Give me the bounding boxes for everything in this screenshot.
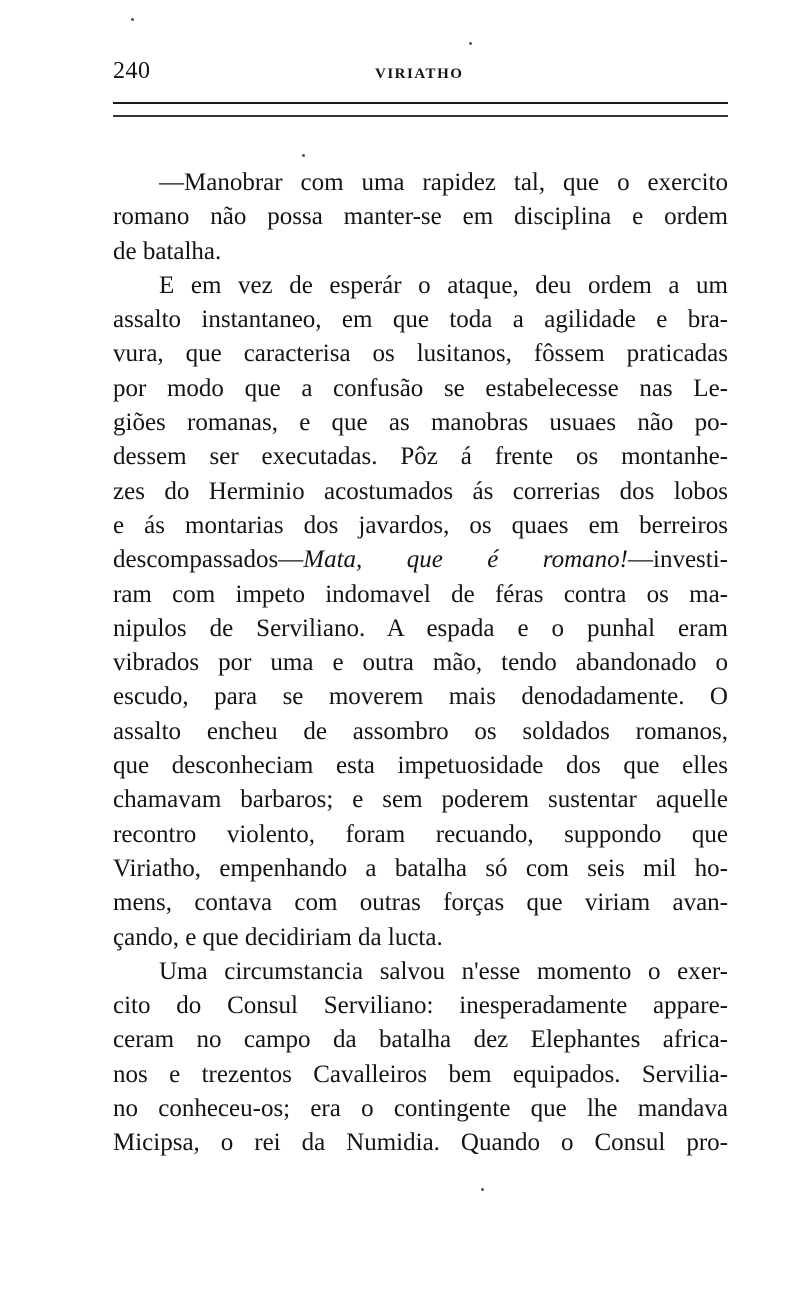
header-rule-top — [113, 102, 728, 104]
running-title: VIRIATHO — [375, 66, 464, 82]
text-line: çando, e que decidiriam da lucta. — [113, 923, 443, 951]
text-line: Uma circumstancia salvou n'esse momento o exer- — [159, 957, 728, 985]
text-line: nos e trezentos Cavalleiros bem equipados. Servilia- — [113, 1060, 728, 1088]
body-text — [113, 166, 728, 1161]
text-line: E em vez de esperár o ataque, deu ordem a um — [159, 271, 728, 299]
text-line: Viriatho, empenhando a batalha só com seis mil ho- — [113, 854, 728, 882]
text-line: escudo, para se moverem mais denodadamente. O — [113, 683, 728, 711]
text-line: por modo que a confusão se estabelecesse nas Le- — [113, 374, 728, 402]
text-line: romano não possa manter-se em disciplina e ordem — [113, 203, 728, 231]
text-line: que desconheciam esta impetuosidade dos que elles — [113, 752, 728, 780]
quote-tail: —investi- — [628, 546, 728, 574]
text-line-italic-quote — [113, 543, 728, 577]
quote-italic: Mata, que é romano! — [303, 546, 628, 574]
text-line: Micipsa, o rei da Numidia. Quando o Consul pro- — [113, 1129, 728, 1157]
text-line: no conheceu-os; era o contingente que lhe mandava — [113, 1095, 728, 1123]
text-line: assalto instantaneo, em que toda a agilidade e bra- — [113, 306, 728, 334]
text-line: ceram no campo da batalha dez Elephantes africa- — [113, 1026, 728, 1054]
text-line: mens, contava com outras forças que viriam avan- — [113, 889, 728, 917]
paper-speck — [481, 1188, 484, 1191]
text-line: cito do Consul Serviliano: inesperadamente appare- — [113, 992, 728, 1020]
text-line: vura, que caracterisa os lusitanos, fôssem praticadas — [113, 340, 728, 368]
text-line: zes do Herminio acostumados ás correrias dos lobos — [113, 477, 728, 505]
text-line: vibrados por uma e outra mão, tendo abandonado o — [113, 649, 728, 677]
paper-speck — [131, 18, 134, 21]
text-line: dessem ser executadas. Pôz á frente os montanhe- — [113, 443, 728, 471]
text-line: de batalha. — [113, 237, 222, 265]
page-header — [113, 58, 728, 94]
text-line: giões romanas, e que as manobras usuaes não po- — [113, 409, 728, 437]
text-line: assalto encheu de assombro os soldados romanos, — [113, 717, 728, 745]
text-line: chamavam barbaros; e sem poderem sustentar aquelle — [113, 786, 728, 814]
text-line: ram com impeto indomavel de féras contra os ma- — [113, 580, 728, 608]
quote-lead: descompassados— — [113, 546, 304, 574]
text-line: e ás montarias dos javardos, os quaes em berreiros — [113, 511, 728, 539]
paper-speck — [302, 154, 305, 157]
header-rule-bottom — [113, 115, 728, 117]
paper-speck — [469, 42, 472, 45]
text-line: recontro violento, foram recuando, suppondo que — [113, 820, 728, 848]
page-number: 240 — [113, 58, 151, 84]
text-line: nipulos de Serviliano. A espada e o punhal eram — [113, 614, 728, 642]
text-line: —Manobrar com uma rapidez tal, que o exercito — [159, 169, 728, 196]
